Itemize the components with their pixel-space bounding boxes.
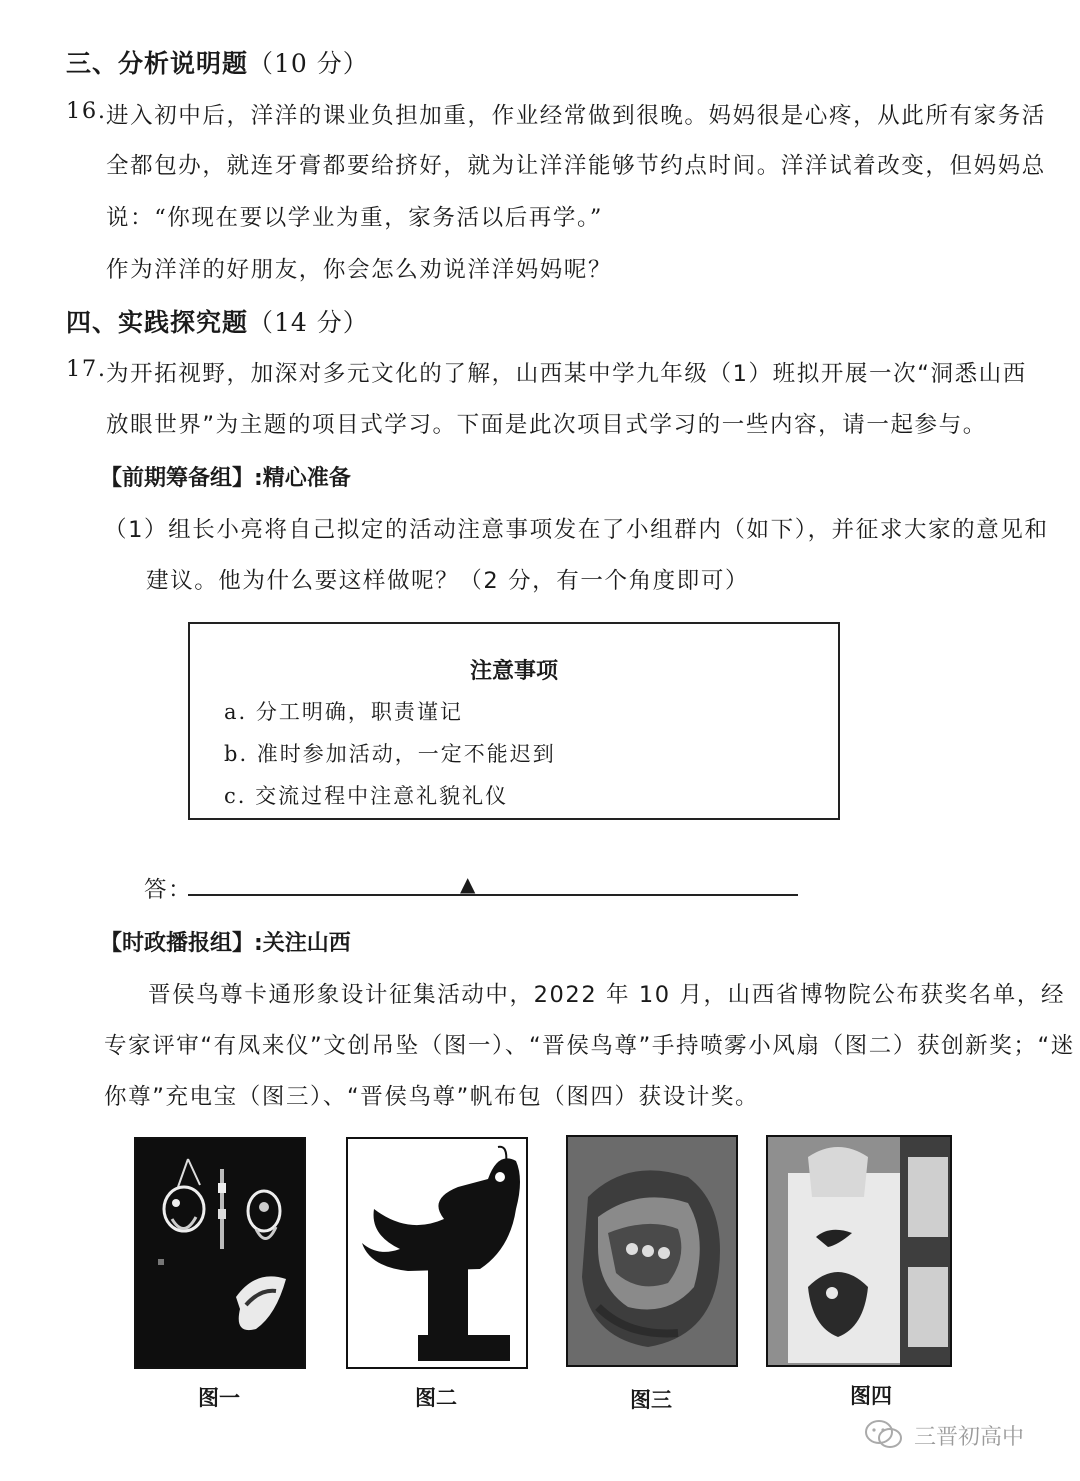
figure-1-pendant-image <box>134 1137 306 1369</box>
q16-line-1: 进入初中后，洋洋的课业负担加重，作业经常做到很晚。妈妈很是心疼，从此所有家务活 <box>106 103 1046 129</box>
notice-box <box>188 622 840 820</box>
group-prep-heading: 【前期筹备组】:精心准备 <box>100 466 351 491</box>
figure-1-caption: 图一 <box>198 1386 240 1410</box>
news-line-3: 你尊”充电宝（图三）、“晋侯鸟尊”帆布包（图四）获设计奖。 <box>104 1084 760 1110</box>
q17-line-1: 为开拓视野，加深对多元文化的了解，山西某中学九年级（1）班拟开展一次“洞悉山西 <box>106 361 1027 387</box>
q17-line-2: 放眼世界”为主题的项目式学习。下面是此次项目式学习的一些内容，请一起参与。 <box>106 412 987 438</box>
figure-3-caption: 图三 <box>630 1388 672 1412</box>
wechat-icon <box>864 1418 904 1452</box>
q17-number: 17. <box>66 356 107 382</box>
notice-title: 注意事项 <box>469 659 558 684</box>
section-4-title: 四、实践探究题 <box>66 308 249 337</box>
q16-line-3: 说：“你现在要以学业为重，家务活以后再学。” <box>106 205 603 231</box>
section-3-title: 三、分析说明题 <box>66 49 249 78</box>
section-4-heading <box>66 303 369 339</box>
figure-2-bird-fan-image <box>346 1137 528 1369</box>
q16-line-2: 全都包办，就连牙膏都要给挤好，就为让洋洋能够节约点时间。洋洋试着改变，但妈妈总 <box>106 153 1046 179</box>
answer-placeholder-triangle: ▲ <box>460 872 476 896</box>
watermark-text: 三晋初高中 <box>914 1425 1025 1450</box>
answer-label: 答： <box>144 877 193 903</box>
news-line-1: 晋侯鸟尊卡通形象设计征集活动中，2022 年 10 月，山西省博物院公布获奖名单，经 <box>148 982 1066 1008</box>
notice-item-c: c. 交流过程中注意礼貌礼仪 <box>224 784 509 808</box>
figure-4-canvas-bag-image <box>766 1135 952 1367</box>
section-4-points: （14 分） <box>248 308 369 337</box>
q17-sub1-line-1: （1）组长小亮将自己拟定的活动注意事项发在了小组群内（如下），并征求大家的意见和 <box>104 517 1049 543</box>
q17-sub1-line-2: 建议。他为什么要这样做呢？（2 分，有一个角度即可） <box>146 568 750 594</box>
answer-line[interactable] <box>188 894 798 896</box>
notice-item-b: b. 准时参加活动，一定不能迟到 <box>224 742 556 766</box>
q16-number: 16. <box>66 98 107 124</box>
section-3-heading <box>66 44 369 80</box>
section-3-points: （10 分） <box>248 49 369 78</box>
figure-2-caption: 图二 <box>415 1386 457 1410</box>
news-line-2: 专家评审“有凤来仪”文创吊坠（图一）、“晋侯鸟尊”手持喷雾小风扇（图二）获创新奖；“迷 <box>104 1033 1075 1059</box>
q16-question: 作为洋洋的好朋友，你会怎么劝说洋洋妈妈呢？ <box>106 257 613 283</box>
figure-4-caption: 图四 <box>850 1384 892 1408</box>
group-news-heading: 【时政播报组】:关注山西 <box>100 931 351 956</box>
notice-item-a: a. 分工明确，职责谨记 <box>224 700 463 724</box>
figure-3-power-bank-image <box>566 1135 738 1367</box>
